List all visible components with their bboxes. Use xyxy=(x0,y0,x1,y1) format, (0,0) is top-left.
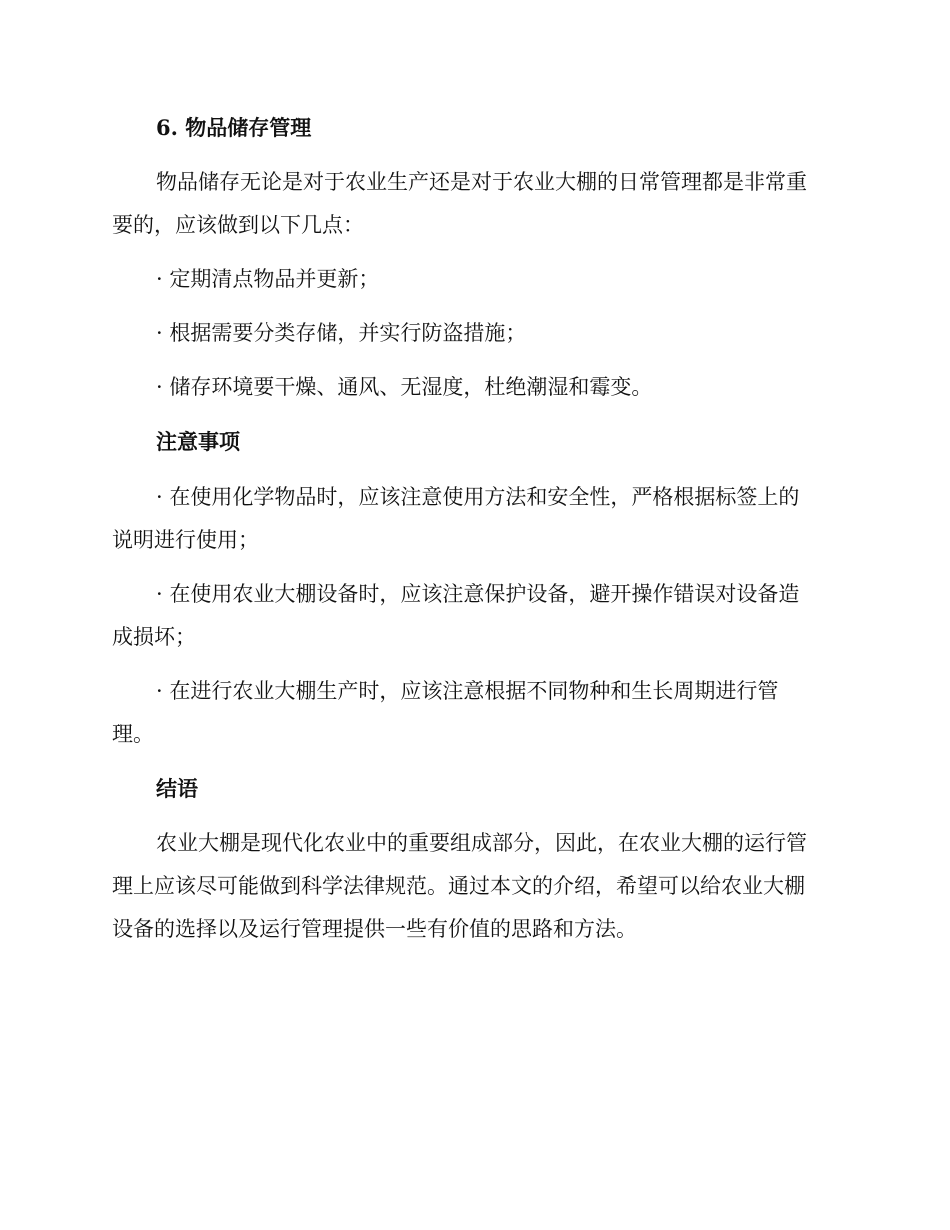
notes-item-3-line-1: · 在进行农业大棚生产时，应该注意根据不同物种和生长周期进行管 xyxy=(156,679,779,703)
notes-item-3-line-2: 理。 xyxy=(112,722,154,746)
storage-bullet-2: · 根据需要分类存储，并实行防盗措施； xyxy=(156,321,527,345)
notes-item-1-line-2: 说明进行使用； xyxy=(112,528,259,552)
section-heading-storage: 6. 物品储存管理 xyxy=(156,115,312,140)
storage-intro-line-1: 物品储存无论是对于农业生产还是对于农业大棚的日常管理都是非常重 xyxy=(156,170,807,194)
notes-item-2-line-1: · 在使用农业大棚设备时，应该注意保护设备，避开操作错误对设备造 xyxy=(156,582,800,606)
conclusion-line-1: 农业大棚是现代化农业中的重要组成部分，因此，在农业大棚的运行管 xyxy=(156,831,807,855)
storage-intro-line-2: 要的，应该做到以下几点： xyxy=(112,213,364,237)
notes-item-2-line-2: 成损坏； xyxy=(112,625,196,649)
conclusion-line-3: 设备的选择以及运行管理提供一些有价值的思路和方法。 xyxy=(112,917,637,941)
section-heading-notes: 注意事项 xyxy=(156,429,240,454)
section-heading-conclusion: 结语 xyxy=(156,776,198,801)
conclusion-line-2: 理上应该尽可能做到科学法律规范。通过本文的介绍，希望可以给农业大棚 xyxy=(112,874,805,898)
notes-item-1-line-1: · 在使用化学物品时，应该注意使用方法和安全性，严格根据标签上的 xyxy=(156,485,800,509)
storage-bullet-3: · 储存环境要干燥、通风、无湿度，杜绝潮湿和霉变。 xyxy=(156,375,653,399)
storage-bullet-1: · 定期清点物品并更新； xyxy=(156,267,380,291)
